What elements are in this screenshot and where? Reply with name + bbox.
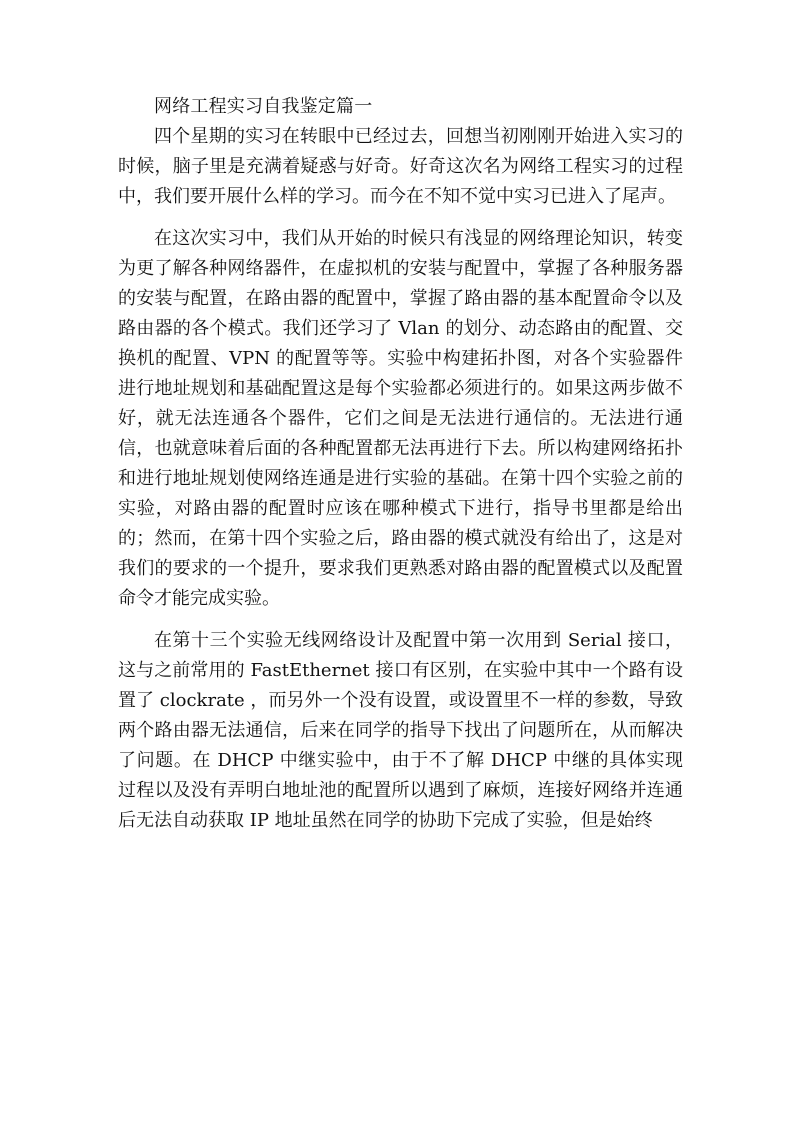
document-body xyxy=(118,92,683,836)
document-title: 网络工程实习自我鉴定篇一 xyxy=(154,96,373,117)
paragraph-2: 在这次实习中，我们从开始的时候只有浅显的网络理论知识，转变为更了解各种网络器件，在虚拟机的安装与配置中，掌握了各种服务器的安装与配置，在路由器的配置中，掌握了路由器的基本配置命令以及路由器的各个模式。我们还学习了 Vlan 的划分、动态路由的配置、交换机的配置、VPN 的配置等等。实验中构建拓扑图，对各个实验器件进行地址规划和基础配置这是每个实验都必须进行的。如果这两步做不好，就无法连通各个器件，它们之间是无法进行通信的。无法进行通信，也就意味着后面的各种配置都无法再进行下去。所以构建网络拓扑和进行地址规划使网络连通是进行实验的基础。在第十四个实验之前的实验，对路由器的配置时应该在哪种模式下进行，指导书里都是给出的；然而，在第十四个实验之后，路由器的模式就没有给出了，这是对我们的要求的一个提升，要求我们更熟悉对路由器的配置模式以及配置命令才能完成实验。 xyxy=(118,228,683,609)
paragraph-3: 在第十三个实验无线网络设计及配置中第一次用到 Serial 接口，这与之前常用的 FastEthernet 接口有区别，在实验中其中一个路有设置了 clockrate ，而另外一个没有设置，或设置里不一样的参数，导致两个路由器无法通信，后来在同学的指导下找出了问题所在，从而解决了问题。在 DHCP 中继实验中，由于不了解 DHCP 中继的具体实现过程以及没有弄明白地址池的配置所以遇到了麻烦，连接好网络并连通后无法自动获取 IP 地址虽然在同学的协助下完成了实验，但是始终 xyxy=(118,630,683,831)
paragraph-1: 四个星期的实习在转眼中已经过去，回想当初刚刚开始进入实习的时候，脑子里是充满着疑惑与好奇。好奇这次名为网络工程实习的过程中，我们要开展什么样的学习。而今在不知不觉中实习已进入了尾声。 xyxy=(118,126,683,207)
